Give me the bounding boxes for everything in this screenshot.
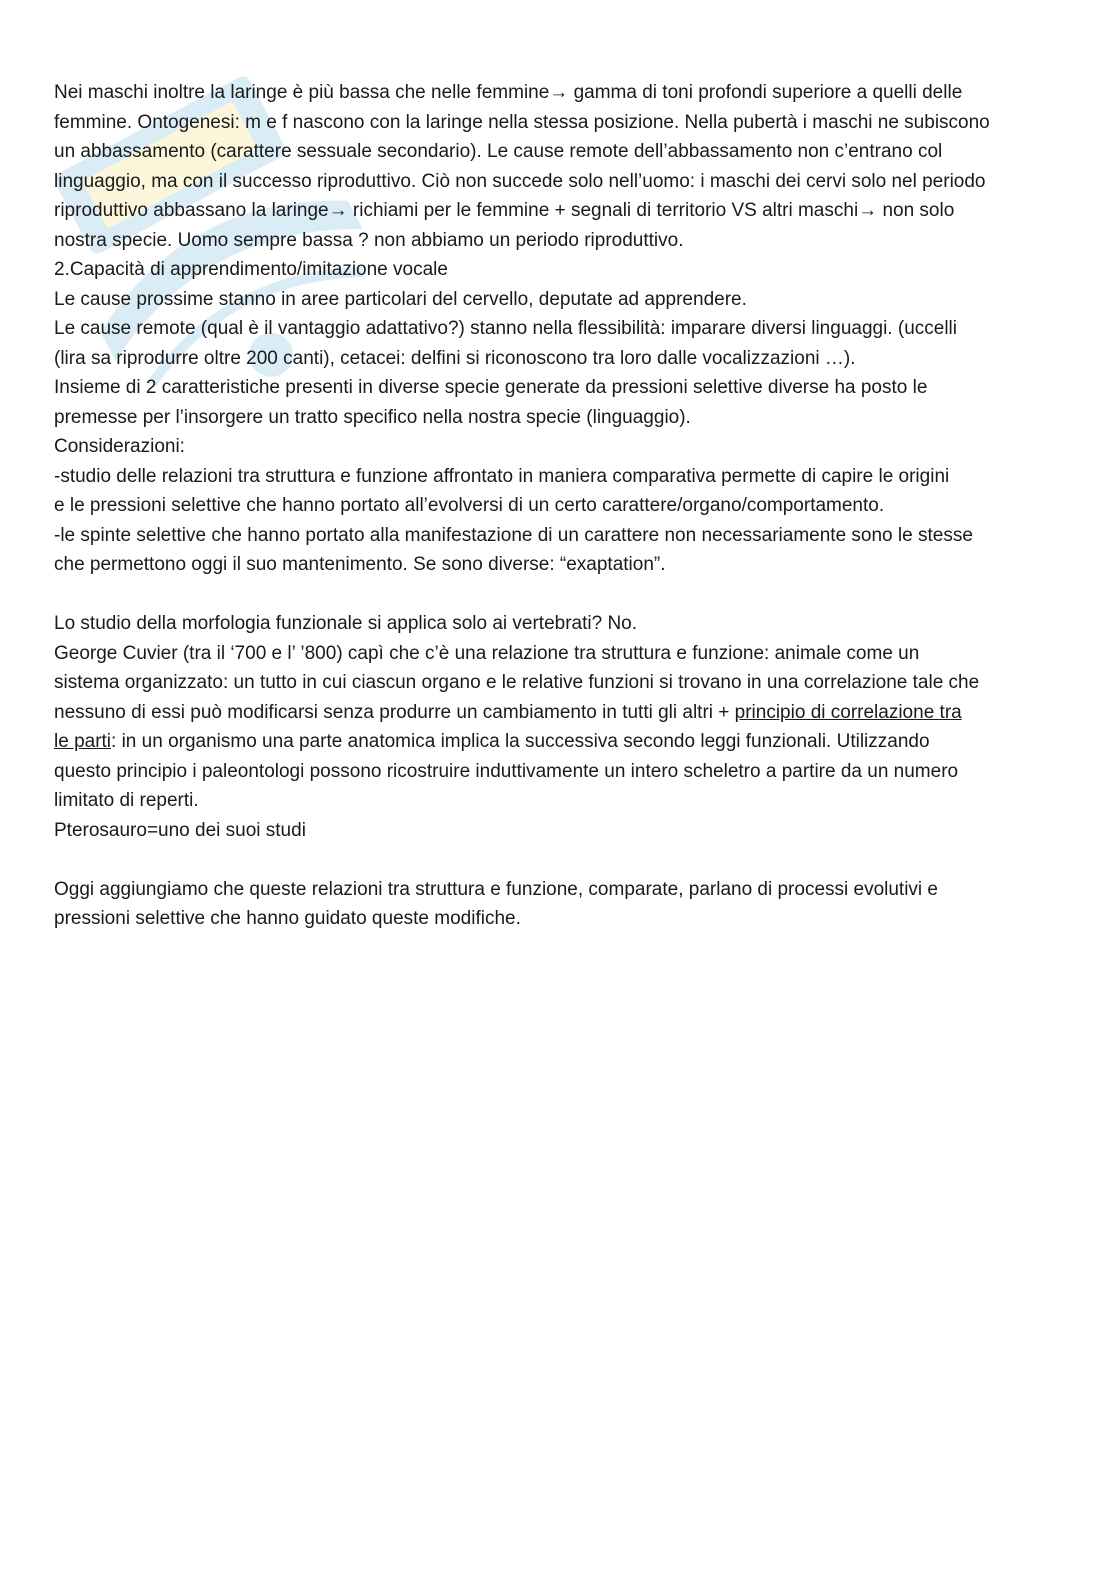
text-line: Nei maschi inoltre la laringe è più bassa che nelle femmine→ gamma di toni profondi superiore a quelli delle bbox=[54, 82, 963, 103]
text-line bbox=[54, 698, 1064, 728]
text-segment: nessuno di essi può modificarsi senza produrre un cambiamento in tutti gli altri + bbox=[54, 701, 735, 723]
text-line: femmine. Ontogenesi: m e f nascono con la laringe nella stessa posizione. Nella pubertà i maschi ne subiscono bbox=[54, 111, 990, 133]
document-body bbox=[54, 78, 1064, 934]
text-line: Pterosauro=uno dei suoi studi bbox=[54, 819, 306, 841]
text-line: sistema organizzato: un tutto in cui ciascun organo e le relative funzioni si trovano in una correlazione tale che bbox=[54, 672, 980, 693]
text-line: (lira sa riprodurre oltre 200 canti), cetacei: delfini si riconoscono tra loro dalle vocalizzazioni …). bbox=[54, 347, 856, 369]
considerations-heading: Considerazioni: bbox=[54, 436, 185, 457]
text-line: premesse per l’insorgere un tratto specifico nella nostra specie (linguaggio). bbox=[54, 406, 691, 428]
paragraph-spacer bbox=[54, 845, 1064, 875]
text-line: Le cause prossime stanno in aree particolari del cervello, deputate ad apprendere. bbox=[54, 288, 747, 310]
underlined-term: le parti bbox=[54, 731, 112, 752]
text-line: riproduttivo abbassano la laringe→ richiami per le femmine + segnali di territorio VS altri maschi→ non solo bbox=[54, 200, 955, 221]
text-line: e le pressioni selettive che hanno portato all’evolversi di un certo carattere/organo/comportamento. bbox=[54, 495, 885, 516]
text-line: questo principio i paleontologi possono ricostruire induttivamente un intero scheletro a partire da un numero bbox=[54, 760, 959, 782]
text-line: Le cause remote (qual è il vantaggio adattativo?) stanno nella flessibilità: imparare diversi linguaggi. (uccelli bbox=[54, 318, 957, 339]
section-heading: 2.Capacità di apprendimento/imitazione vocale bbox=[54, 259, 448, 280]
text-line: limitato di reperti. bbox=[54, 790, 199, 811]
text-line: Lo studio della morfologia funzionale si applica solo ai vertebrati? No. bbox=[54, 613, 638, 634]
text-line: Oggi aggiungiamo che queste relazioni tra struttura e funzione, comparate, parlano di processi evolutivi e bbox=[54, 878, 939, 900]
text-line: linguaggio, ma con il successo riproduttivo. Ciò non succede solo nell’uomo: i maschi dei cervi solo nel periodo bbox=[54, 170, 986, 192]
text-line: -studio delle relazioni tra struttura e funzione affrontato in maniera comparativa permette di capire le origini bbox=[54, 465, 950, 487]
paragraph-spacer bbox=[54, 580, 1064, 610]
text-line: Insieme di 2 caratteristiche presenti in diverse specie generate da pressioni selettive diverse ha posto le bbox=[54, 377, 928, 398]
text-line: -le spinte selettive che hanno portato alla manifestazione di un carattere non necessariamente sono le stesse bbox=[54, 524, 973, 546]
text-segment: : in un organismo una parte anatomica implica la successiva secondo leggi funzionali. Utilizzando bbox=[111, 731, 930, 752]
text-line: un abbassamento (carattere sessuale secondario). Le cause remote dell’abbassamento non c’entrano col bbox=[54, 141, 943, 162]
text-line: pressioni selettive che hanno guidato queste modifiche. bbox=[54, 908, 521, 929]
text-line: che permettono oggi il suo mantenimento. Se sono diverse: “exaptation”. bbox=[54, 554, 666, 575]
text-line: George Cuvier (tra il ‘700 e l’ ’800) capì che c’è una relazione tra struttura e funzione: animale come un bbox=[54, 642, 920, 664]
underlined-term: principio di correlazione tra bbox=[734, 701, 962, 723]
text-line bbox=[54, 727, 1064, 757]
text-line: nostra specie. Uomo sempre bassa ? non abbiamo un periodo riproduttivo. bbox=[54, 229, 684, 251]
